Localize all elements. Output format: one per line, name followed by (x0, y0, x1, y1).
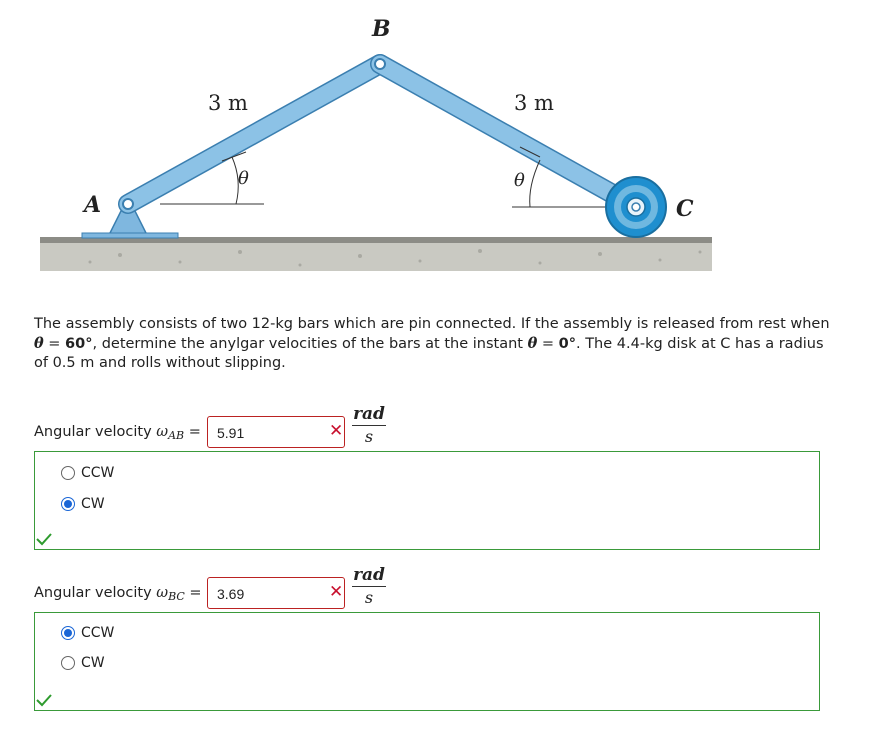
omega-ab-input[interactable]: 5.91 (207, 416, 345, 448)
angle-label-right: θ (514, 170, 525, 191)
pin-c (632, 203, 640, 211)
direction-choices-ab (34, 451, 820, 550)
label-a: A (84, 192, 102, 218)
option-cw-ab[interactable]: CW (61, 494, 105, 514)
direction-choices-bc (34, 612, 820, 711)
omega-bc-input[interactable]: 3.69 (207, 577, 345, 609)
ground-gravel (40, 243, 712, 271)
radio-cw-ab[interactable] (61, 497, 75, 511)
incorrect-icon: ✕ (329, 421, 344, 441)
support-a-base (82, 233, 178, 238)
problem-statement: The assembly consists of two 12-kg bars which are pin connected. If the assembly is released from rest when θ = 60°, determine the anylgar velocities of the bars at the instant θ = 0°. The 4.4-kg disk at C has a radius of 0.5 m and rolls without slipping. (34, 316, 830, 371)
pin-b (375, 59, 385, 69)
option-ccw-bc[interactable]: CCW (61, 623, 114, 643)
assembly-figure (0, 0, 896, 300)
radio-ccw-bc[interactable] (61, 626, 75, 640)
option-ccw-ab[interactable]: CCW (61, 463, 114, 483)
dimension-right: 3 m (514, 91, 554, 115)
incorrect-icon: ✕ (329, 582, 344, 602)
label-b: B (372, 16, 391, 42)
radio-ccw-ab[interactable] (61, 466, 75, 480)
option-cw-bc[interactable]: CW (61, 653, 105, 673)
unit-fraction: rad s (353, 404, 385, 446)
angle-arc-right (530, 160, 540, 207)
unit-fraction: rad s (353, 565, 385, 607)
angle-label-left: θ (238, 168, 249, 189)
pin-a (123, 199, 133, 209)
correct-check-icon (35, 692, 53, 708)
answer-row-omega-bc (34, 565, 414, 617)
omega-bc-label: Angular velocity $\omega_{BC}$ = (34, 585, 202, 603)
dimension-left: 3 m (208, 91, 248, 115)
omega-ab-label: Angular velocity $\omega_{AB}$ = (34, 424, 201, 442)
correct-check-icon (35, 531, 53, 547)
answer-row-omega-ab (34, 404, 414, 456)
label-c: C (676, 196, 694, 222)
radio-cw-bc[interactable] (61, 656, 75, 670)
